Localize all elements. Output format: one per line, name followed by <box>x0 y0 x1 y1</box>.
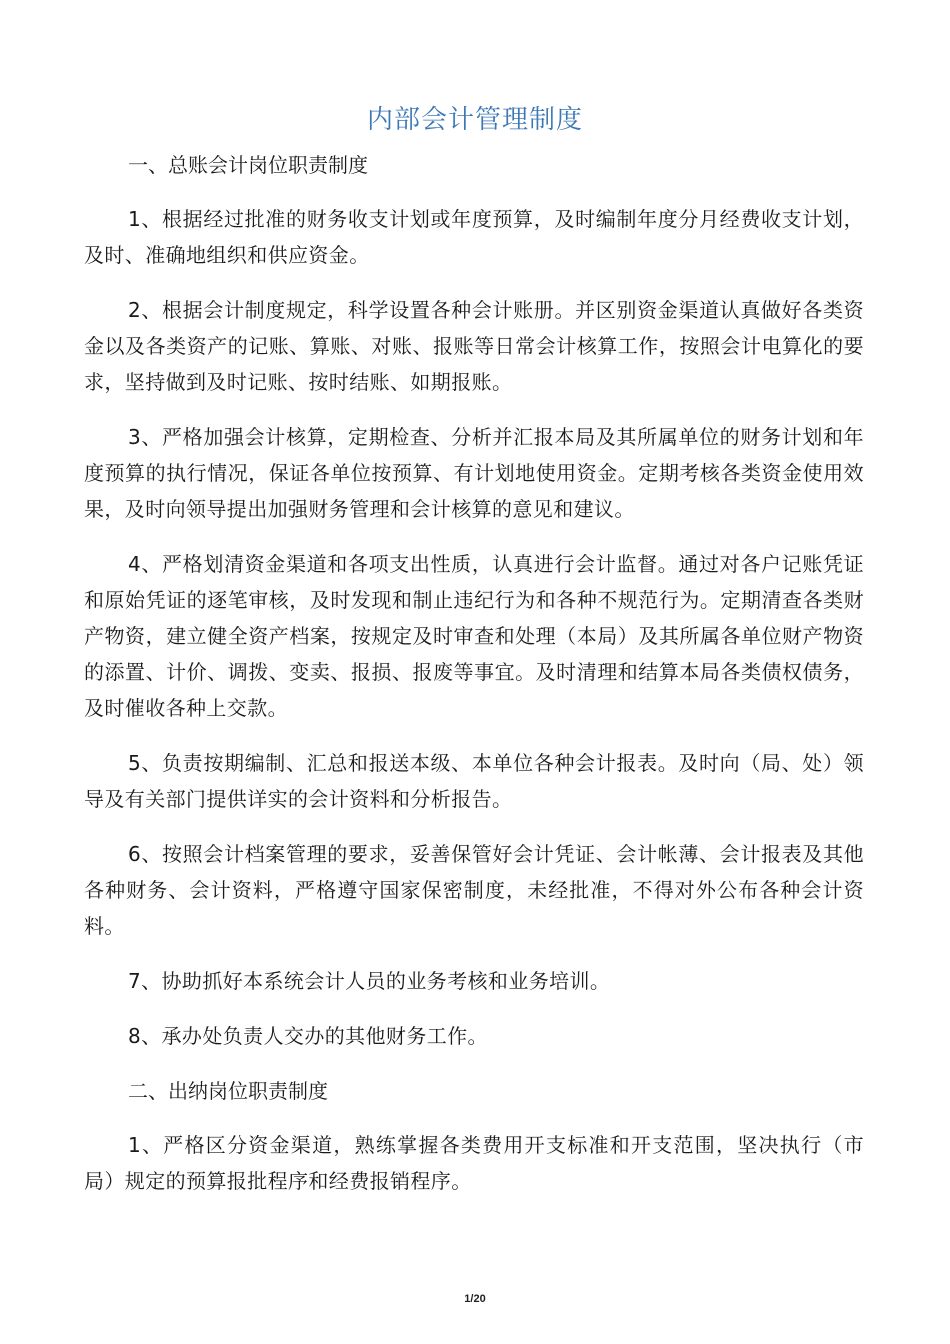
paragraph: 1、根据经过批准的财务收支计划或年度预算，及时编制年度分月经费收支计划，及时、准确地组织和供应资金。 <box>84 207 864 267</box>
paragraph: 3、严格加强会计核算，定期检查、分析并汇报本局及其所属单位的财务计划和年度预算的执行情况，保证各单位按预算、有计划地使用资金。定期考核各类资金使用效果，及时向领导提出加强财务管理和会计核算的意见和建议。 <box>84 425 864 521</box>
document-title: 内部会计管理制度 <box>366 105 583 135</box>
paragraph: 4、严格划清资金渠道和各项支出性质，认真进行会计监督。通过对各户记账凭证和原始凭证的逐笔审核，及时发现和制止违纪行为和各种不规范行为。定期清查各类财产物资，建立健全资产档案，按规定及时审查和处理（本局）及其所属各单位财产物资的添置、计价、调拨、变卖、报损、报废等事宜。及时清理和结算本局各类债权债务，及时催收各种上交款。 <box>84 552 864 720</box>
section-heading: 二、出纳岗位职责制度 <box>128 1079 328 1103</box>
document-body <box>84 147 864 1199</box>
paragraph: 1、严格区分资金渠道，熟练掌握各类费用开支标准和开支范围，坚决执行（市局）规定的预算报批程序和经费报销程序。 <box>84 1133 864 1193</box>
paragraph: 8、承办处负责人交办的其他财务工作。 <box>128 1024 488 1048</box>
section-heading: 一、总账会计岗位职责制度 <box>128 153 368 177</box>
paragraph: 2、根据会计制度规定，科学设置各种会计账册。并区别资金渠道认真做好各类资金以及各类资产的记账、算账、对账、报账等日常会计核算工作，按照会计电算化的要求，坚持做到及时记账、按时结账、如期报账。 <box>84 298 864 394</box>
paragraph: 7、协助抓好本系统会计人员的业务考核和业务培训。 <box>128 969 611 993</box>
page-number: 1/20 <box>464 1293 486 1305</box>
paragraph: 5、负责按期编制、汇总和报送本级、本单位各种会计报表。及时向（局、处）领导及有关部门提供详实的会计资料和分析报告。 <box>84 751 864 811</box>
paragraph: 6、按照会计档案管理的要求，妥善保管好会计凭证、会计帐薄、会计报表及其他各种财务、会计资料，严格遵守国家保密制度，未经批准，不得对外公布各种会计资料。 <box>84 842 864 938</box>
